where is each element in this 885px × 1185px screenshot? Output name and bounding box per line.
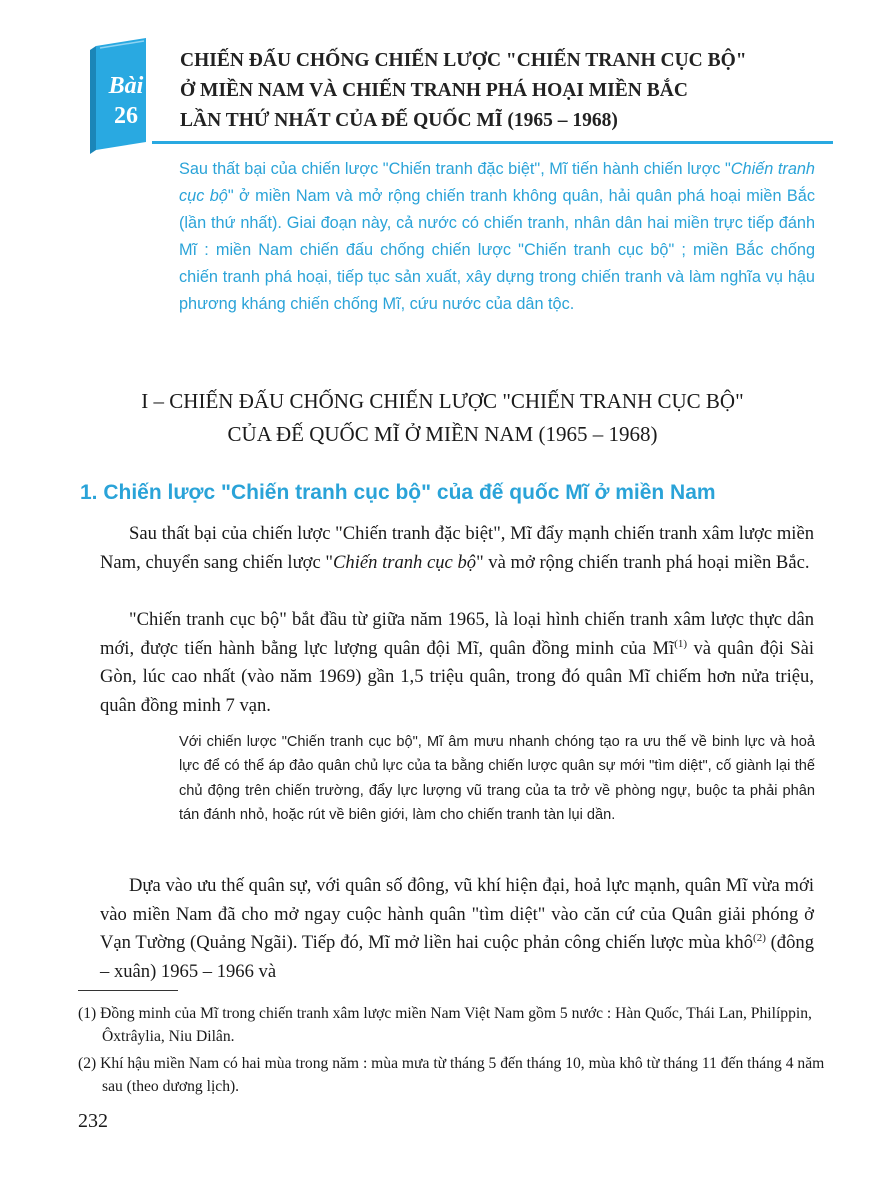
body-paragraph xyxy=(100,872,814,986)
body-italic: Chiến tranh cục bộ xyxy=(333,551,477,573)
lesson-title xyxy=(180,46,840,136)
footnote-divider xyxy=(78,990,178,991)
lesson-badge xyxy=(90,38,152,156)
body-paragraph xyxy=(100,606,814,720)
section-heading-line: I – CHIẾN ĐẤU CHỐNG CHIẾN LƯỢC "CHIẾN TRANH CỤC BỘ" xyxy=(141,389,744,413)
body-paragraph xyxy=(100,520,814,577)
body-text: "Chiến tranh cục bộ" bắt đầu từ giữa năm 1965, là loại hình chiến tranh xâm lược thực dân mới, được tiến hành bằng lực lượng quân đội Mĩ, quân đồng minh của Mĩ xyxy=(100,609,814,659)
intro-text: " ở miền Nam và mở rộng chiến tranh không quân, hải quân phá hoại miền Bắc (lần thứ nhất). Giai đoạn này, cả nước có chiến tranh, nhân dân hai miền trực tiếp đánh Mĩ : miền Nam chiến đấu chống chiến lược "Chiến tranh cục bộ" ; miền Bắc chống chiến tranh phá hoại, tiếp tục sản xuất, xây dựng trong chiến tranh và làm nghĩa vụ hậu phương kháng chiến chống Mĩ, cứu nước của dân tộc. xyxy=(179,187,815,313)
body-text: (đông – xuân) 1965 – 1966 và xyxy=(100,932,814,982)
section-heading xyxy=(60,385,825,451)
lesson-title-line: Ở MIỀN NAM VÀ CHIẾN TRANH PHÁ HOẠI MIỀN BẮC xyxy=(180,80,688,101)
footnote-ref: (1) xyxy=(674,637,688,650)
body-text: " và mở rộng chiến tranh phá hoại miền Bắc. xyxy=(476,551,810,573)
lesson-title-line: LẦN THỨ NHẤT CỦA ĐẾ QUỐC MĨ (1965 – 1968) xyxy=(180,110,618,131)
lesson-number: 26 xyxy=(114,103,138,129)
section-heading-line: CỦA ĐẾ QUỐC MĨ Ở MIỀN NAM (1965 – 1968) xyxy=(227,422,658,446)
note-paragraph: Với chiến lược "Chiến tranh cục bộ", Mĩ âm mưu nhanh chóng tạo ra ưu thế về binh lực và hoả lực để có thể áp đảo quân chủ lực của ta bằng chiến lược quân sự mới "tìm diệt", cố giành lại thế chủ động trên chiến trường, đẩy lực lượng vũ trang của ta trở về phòng ngự, buộc ta phải phân tán đánh nhỏ, hoặc rút về biên giới, làm cho chiến tranh tàn lụi dần. xyxy=(179,734,815,823)
subsection-heading: 1. Chiến lược "Chiến tranh cục bộ" của đế quốc Mĩ ở miền Nam xyxy=(80,481,716,504)
page-number: 232 xyxy=(78,1110,108,1132)
lesson-title-line: CHIẾN ĐẤU CHỐNG CHIẾN LƯỢC "CHIẾN TRANH CỤC BỘ" xyxy=(180,50,747,71)
intro-italic: Chiến tranh cục bộ xyxy=(179,160,815,205)
intro-paragraph xyxy=(179,156,815,318)
title-divider xyxy=(152,141,833,144)
footnote: (2) Khí hậu miền Nam có hai mùa trong năm : mùa mưa từ tháng 5 đến tháng 10, mùa khô từ tháng 11 đến tháng 4 năm sau (theo dương lịch). xyxy=(78,1055,825,1095)
body-text: Dựa vào ưu thế quân sự, với quân số đông, vũ khí hiện đại, hoả lực mạnh, quân Mĩ vừa mới vào miền Nam đã cho mở ngay cuộc hành quân "tìm diệt" vào căn cứ của Quân giải phóng ở Vạn Tường (Quảng Ngãi). Tiếp đó, Mĩ mở liền hai cuộc phản công chiến lược mùa khô xyxy=(100,875,814,953)
body-text: Sau thất bại của chiến lược "Chiến tranh đặc biệt", Mĩ đẩy mạnh chiến tranh xâm lược miền Nam, chuyển sang chiến lược " xyxy=(100,523,814,573)
footnote: (1) Đồng minh của Mĩ trong chiến tranh xâm lược miền Nam Việt Nam gồm 5 nước : Hàn Quốc, Thái Lan, Philíppin, Ôxtrâylia, Niu Dilân. xyxy=(78,1005,812,1045)
body-text: và quân đội Sài Gòn, lúc cao nhất (vào năm 1969) gần 1,5 triệu quân, trong đó quân Mĩ chiếm hơn nửa triệu, quân đồng minh 7 vạn. xyxy=(100,637,814,716)
footnote-ref: (2) xyxy=(753,931,766,944)
intro-text: Sau thất bại của chiến lược "Chiến tranh đặc biệt", Mĩ tiến hành chiến lược " xyxy=(179,160,731,178)
lesson-label: Bài xyxy=(108,73,144,99)
